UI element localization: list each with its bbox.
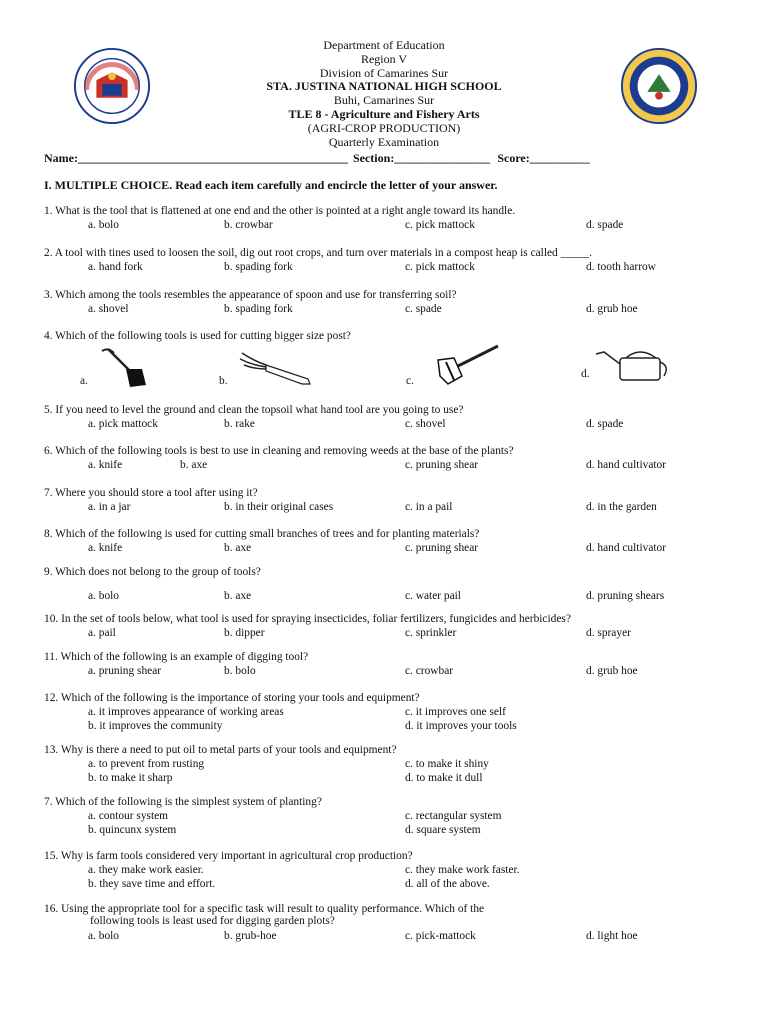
answer-option[interactable]: b. axe [224,590,252,602]
answer-option[interactable]: d. to make it dull [405,772,483,784]
shovel-image [100,347,160,389]
answer-option[interactable]: a. shovel [88,303,129,315]
answer-option[interactable]: b. in their original cases [224,501,334,513]
answer-option[interactable]: c. to make it shiny [405,758,489,770]
question-item [44,528,479,540]
school-name: STA. JUSTINA NATIONAL HIGH SCHOOL [266,79,502,94]
answer-option[interactable]: c. spade [405,303,442,315]
question-item [44,796,322,808]
answer-option[interactable]: a. [80,375,88,387]
answer-option[interactable]: c. crowbar [405,665,454,677]
answer-option[interactable]: c. pruning shear [405,459,479,471]
answer-option[interactable]: b. spading fork [224,261,293,273]
answer-option[interactable]: c. it improves one self [405,706,506,718]
question-item [44,330,351,342]
answer-option[interactable]: c. they make work faster. [405,864,520,876]
question-item [44,566,261,578]
answer-option[interactable]: d. light hoe [586,930,638,942]
answer-option[interactable]: d. in the garden [586,501,657,513]
subject-title: TLE 8 - Agriculture and Fishery Arts [288,106,480,121]
question-item [44,744,397,756]
answer-option[interactable]: d. hand cultivator [586,542,667,554]
question-stem: 7. Which of the following is the simplest system of planting? [44,796,322,808]
question-item [44,613,571,625]
question-stem: 1. What is the tool that is flattened at one end and the other is pointed at a right angle toward its handle. [44,205,516,217]
answer-option[interactable]: b. grub-hoe [224,930,277,942]
answer-option[interactable]: a. bolo [88,219,120,231]
answer-option[interactable]: d. spade [586,418,624,430]
answer-option[interactable]: a. they make work easier. [88,864,204,876]
question-stem: 16. Using the appropriate tool for a specific task will result to quality performance. Which of the [44,903,485,915]
answer-option[interactable]: c. rectangular system [405,810,502,822]
question-item [44,205,515,217]
answer-option[interactable]: d. square system [405,824,481,836]
answer-option[interactable]: b. bolo [224,665,256,677]
question-stem: 9. Which does not belong to the group of tools? [44,566,261,578]
answer-option[interactable]: c. shovel [405,418,446,430]
question-stem: 13. Why is there a need to put oil to metal parts of your tools and equipment? [44,744,397,756]
answer-option[interactable]: d. [581,368,590,380]
watering-can-image [594,346,672,384]
answer-option[interactable]: a. hand fork [88,261,143,273]
name-field[interactable]: Name:_____________________________________________ [44,151,348,165]
hand-cultivator-image [236,347,314,387]
question-stem: 5. If you need to level the ground and clean the topsoil what hand tool are you going to use? [44,404,464,416]
answer-option[interactable]: d. all of the above. [405,878,490,890]
section-field[interactable]: Section:________________ [352,151,491,165]
answer-option[interactable]: a. knife [88,459,123,471]
question-item [44,692,420,704]
answer-option[interactable]: a. pick mattock [88,418,158,430]
answer-option[interactable]: d. it improves your tools [405,720,517,732]
answer-option[interactable]: d. pruning shears [586,590,665,602]
answer-option[interactable]: b. quincunx system [88,824,177,836]
answer-option[interactable]: c. in a pail [405,501,453,513]
answer-option[interactable]: c. pick-mattock [405,930,476,942]
answer-option[interactable]: b. to make it sharp [88,772,173,784]
answer-option[interactable]: a. pruning shear [88,665,162,677]
question-stem: 3. Which among the tools resembles the appearance of spoon and use for transferring soil? [44,289,457,301]
question-stem: 7. Where you should store a tool after using it? [44,487,258,499]
answer-option[interactable]: c. pick mattock [405,219,475,231]
axe-image [424,342,502,386]
answer-option[interactable]: c. water pail [405,590,461,602]
question-stem: 12. Which of the following is the importance of storing your tools and equipment? [44,692,420,704]
answer-option[interactable]: c. sprinkler [405,627,457,639]
question-stem: 8. Which of the following is used for cutting small branches of trees and for planting materials? [44,528,480,540]
question-stem-continued: following tools is least used for digging garden plots? [90,915,335,927]
answer-option[interactable]: d. hand cultivator [586,459,667,471]
question-item [44,850,413,862]
answer-option[interactable]: a. pail [88,627,116,639]
score-field[interactable]: Score:__________ [497,151,590,165]
question-item [44,289,457,301]
question-stem: 4. Which of the following tools is used for cutting bigger size post? [44,330,351,342]
question-item [44,487,258,499]
question-item [44,651,308,663]
answer-option[interactable]: d. tooth harrow [586,261,656,273]
subject-subtitle: (AGRI-CROP PRODUCTION) [307,120,461,135]
answer-option[interactable]: a. contour system [88,810,169,822]
answer-option[interactable]: a. in a jar [88,501,131,513]
division-line: Division of Camarines Sur [319,65,449,80]
question-stem: 10. In the set of tools below, what tool is used for spraying insecticides, foliar fertilizers, fungicides and herbicides? [44,613,571,625]
answer-option[interactable]: b. [219,375,228,387]
answer-option[interactable]: c. pruning shear [405,542,479,554]
answer-option[interactable]: d. sprayer [586,627,631,639]
answer-option[interactable]: b. spading fork [224,303,293,315]
document-header [0,39,768,149]
answer-option[interactable]: a. bolo [88,930,120,942]
question-item [44,247,592,259]
question-item [44,445,514,457]
answer-option[interactable]: b. axe [224,542,252,554]
answer-option[interactable]: a. it improves appearance of working areas [88,706,284,718]
answer-option[interactable]: a. to prevent from rusting [88,758,205,770]
section-title: I. MULTIPLE CHOICE. Read each item carefully and encircle the letter of your answer. [44,178,498,192]
answer-option[interactable]: c. pick mattock [405,261,475,273]
answer-option[interactable]: d. spade [586,219,624,231]
answer-option[interactable]: b. it improves the community [88,720,223,732]
answer-option[interactable]: b. axe [180,459,208,471]
answer-option[interactable]: b. they save time and effort. [88,878,216,890]
answer-option[interactable]: d. grub hoe [586,303,638,315]
answer-option[interactable]: b. rake [224,418,255,430]
question-item [44,903,484,927]
answer-option[interactable]: a. bolo [88,590,120,602]
region-line: Region V [360,51,408,66]
answer-option[interactable]: d. grub hoe [586,665,638,677]
question-item [44,404,463,416]
question-stem: 11. Which of the following is an example of digging tool? [44,651,309,663]
department-line: Department of Education [323,38,445,52]
answer-option[interactable]: b. dipper [224,627,265,639]
question-stem: 6. Which of the following tools is best to use in cleaning and removing weeds at the base of the plants? [44,445,514,457]
exam-title: Quarterly Examination [328,134,440,149]
question-stem: 15. Why is farm tools considered very important in agricultural crop production? [44,850,413,862]
school-address: Buhi, Camarines Sur [333,93,435,108]
answer-option[interactable]: c. [406,375,414,387]
question-stem: 2. A tool with tines used to loosen the soil, dig out root crops, and turn over materials in a compost heap is called _____. [44,247,592,259]
answer-option[interactable]: b. crowbar [224,219,273,231]
answer-option[interactable]: a. knife [88,542,123,554]
student-fields [44,151,590,166]
